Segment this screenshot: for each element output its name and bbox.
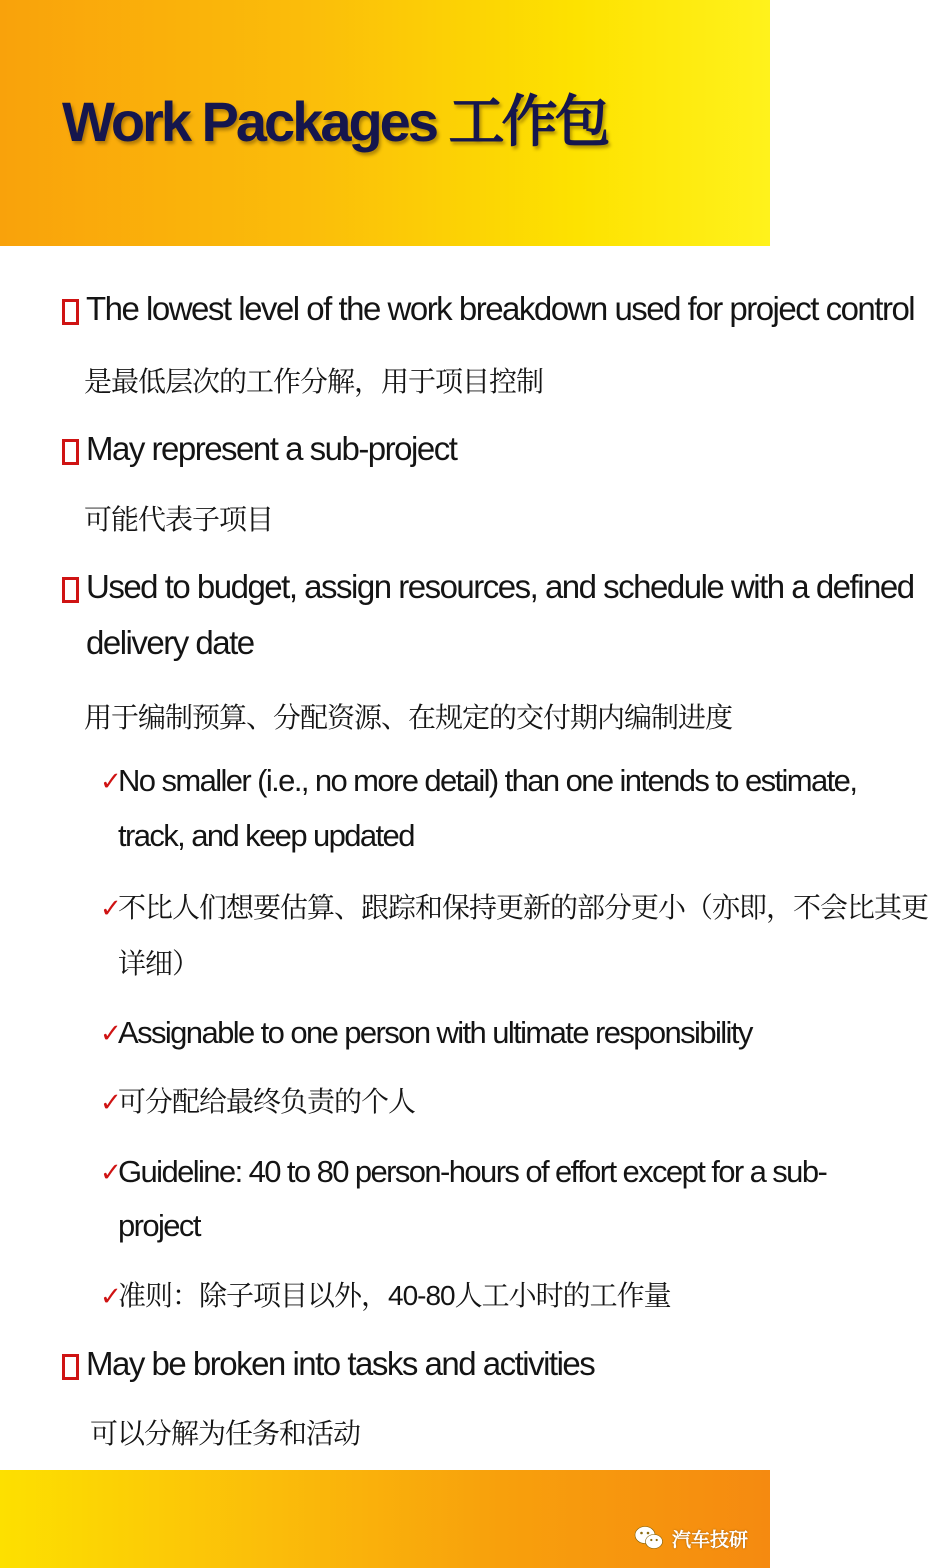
bullet-text: The lowest level of the work breakdown used for project control xyxy=(86,290,915,327)
header-banner xyxy=(0,0,770,246)
sub-bullet-text: track, and keep updated xyxy=(118,818,414,853)
sub-bullet-text: Assignable to one person with ultimate responsibility xyxy=(118,1015,752,1050)
bullet-text: delivery date xyxy=(86,624,254,661)
checkmark-icon: ✓ xyxy=(100,1088,121,1118)
checkmark-icon: ✓ xyxy=(100,894,121,924)
checkmark-icon: ✓ xyxy=(100,1282,121,1312)
bullet-text: May be broken into tasks and activities xyxy=(86,1345,595,1382)
watermark xyxy=(634,1520,748,1556)
sub-bullet-text: 不比人们想要估算、跟踪和保持更新的部分更小（亦即，不会比其更 xyxy=(118,892,928,923)
bullet-text: May represent a sub-project xyxy=(86,430,457,467)
bullet-translation: 用于编制预算、分配资源、在规定的交付期内编制进度 xyxy=(84,702,733,733)
watermark-text: 汽车技研 xyxy=(672,1528,749,1551)
square-bullet-icon xyxy=(62,299,79,325)
bullet-text: Used to budget, assign resources, and schedule with a defined xyxy=(86,568,914,605)
bullet-translation: 可以分解为任务和活动 xyxy=(90,1418,361,1449)
sub-bullet-text: 详细） xyxy=(118,948,200,979)
sub-bullet-text: project xyxy=(118,1208,200,1243)
bullet-translation: 可能代表子项目 xyxy=(84,504,274,535)
checkmark-icon: ✓ xyxy=(100,1019,121,1049)
sub-bullet-text: 可分配给最终负责的个人 xyxy=(118,1086,416,1117)
checkmark-icon: ✓ xyxy=(100,767,121,797)
sub-bullet-text: Guideline: 40 to 80 person-hours of effort except for a sub- xyxy=(118,1154,827,1189)
wechat-icon xyxy=(634,1525,664,1551)
square-bullet-icon xyxy=(62,1354,79,1380)
checkmark-icon: ✓ xyxy=(100,1158,121,1188)
square-bullet-icon xyxy=(62,439,79,465)
sub-bullet-text: 准则：除子项目以外，40-80人工小时的工作量 xyxy=(118,1280,671,1311)
bullet-translation: 是最低层次的工作分解，用于项目控制 xyxy=(84,366,544,397)
slide-title: Work Packages 工作包 xyxy=(62,90,608,153)
sub-bullet-text: No smaller (i.e., no more detail) than one intends to estimate, xyxy=(118,763,857,798)
square-bullet-icon xyxy=(62,577,79,603)
